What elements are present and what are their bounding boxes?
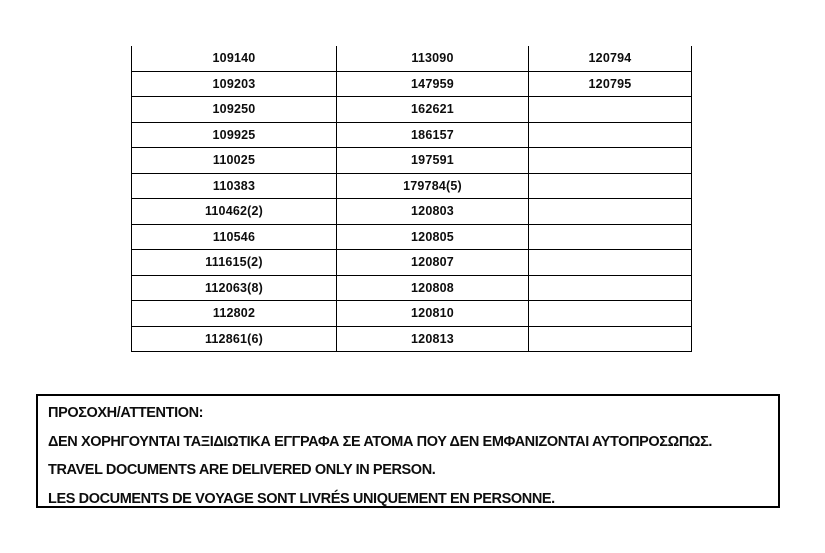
table-cell (529, 225, 692, 251)
reference-table (131, 46, 692, 352)
table-cell: 147959 (337, 72, 529, 98)
notice-line-english: TRAVEL DOCUMENTS ARE DELIVERED ONLY IN PERSON. (48, 462, 436, 479)
table-cell: 120795 (529, 72, 692, 98)
table-cell: 110462(2) (131, 199, 337, 225)
table-cell (529, 199, 692, 225)
table-cell (529, 148, 692, 174)
table-cell: 120810 (337, 301, 529, 327)
table-cell: 120805 (337, 225, 529, 251)
table-cell (529, 174, 692, 200)
table-cell: 179784(5) (337, 174, 529, 200)
table-cell: 120808 (337, 276, 529, 302)
table-cell: 109140 (131, 46, 337, 72)
table-cell: 120794 (529, 46, 692, 72)
notice-line-french: LES DOCUMENTS DE VOYAGE SONT LIVRÉS UNIQUEMENT EN PERSONNE. (48, 491, 555, 508)
table-cell: 110025 (131, 148, 337, 174)
table-cell: 109250 (131, 97, 337, 123)
table-row (131, 123, 692, 149)
table-cell: 113090 (337, 46, 529, 72)
table-cell: 112861(6) (131, 327, 337, 353)
table-row (131, 174, 692, 200)
table-cell: 162621 (337, 97, 529, 123)
table-cell: 120813 (337, 327, 529, 353)
table-cell: 112063(8) (131, 276, 337, 302)
table-cell: 109925 (131, 123, 337, 149)
table-cell (529, 97, 692, 123)
table-row (131, 46, 692, 72)
table-cell (529, 327, 692, 353)
table-row (131, 97, 692, 123)
table-row (131, 199, 692, 225)
table-row (131, 72, 692, 98)
notice-title: ΠΡΟΣΟΧΗ/ATTENTION: (48, 405, 204, 421)
table-cell: 110546 (131, 225, 337, 251)
table-cell (529, 276, 692, 302)
table-row (131, 301, 692, 327)
table-cell: 197591 (337, 148, 529, 174)
table-row (131, 327, 692, 353)
notice-line-greek: ΔΕΝ ΧΟΡΗΓΟΥΝΤΑΙ ΤΑΞΙΔΙΩΤΙΚΑ ΕΓΓΡΑΦΑ ΣΕ ΑΤΟΜΑ ΠΟΥ ΔΕΝ ΕΜΦΑΝΙΖΟΝΤΑΙ ΑΥΤΟΠΡΟΣΩΠΩΣ. (48, 433, 713, 450)
table-cell: 110383 (131, 174, 337, 200)
table-cell (529, 301, 692, 327)
table-cell: 186157 (337, 123, 529, 149)
notice-box (36, 394, 780, 508)
table-row (131, 250, 692, 276)
table-row (131, 148, 692, 174)
table-cell: 120803 (337, 199, 529, 225)
table-cell (529, 123, 692, 149)
table-cell (529, 250, 692, 276)
table-row (131, 276, 692, 302)
table-cell: 112802 (131, 301, 337, 327)
table-cell: 111615(2) (131, 250, 337, 276)
table-cell: 120807 (337, 250, 529, 276)
table-row (131, 225, 692, 251)
table-cell: 109203 (131, 72, 337, 98)
